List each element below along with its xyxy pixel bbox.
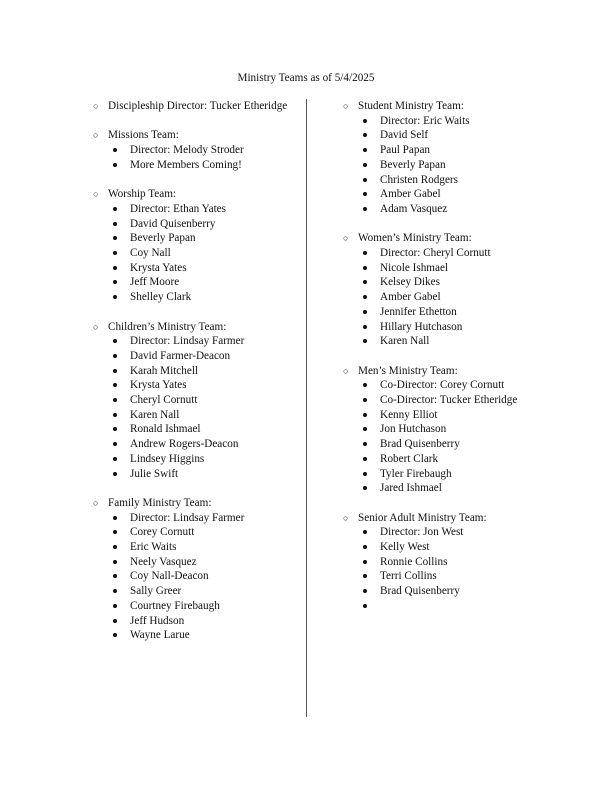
- bullet-icon: [113, 530, 117, 534]
- team-heading: [93, 320, 293, 335]
- member-name: Neely Vasquez: [130, 555, 197, 568]
- member-list: [343, 378, 553, 496]
- list-item: [343, 525, 553, 540]
- member-name: More Members Coming!: [130, 158, 242, 171]
- circle-bullet-icon: ○: [343, 101, 349, 111]
- circle-bullet-icon: ○: [343, 512, 349, 523]
- bullet-icon: [363, 530, 367, 534]
- list-item: [343, 437, 553, 452]
- member-name: Kelly West: [380, 541, 430, 554]
- team-name: Children’s Ministry Team:: [108, 320, 227, 333]
- bullet-icon: [113, 148, 117, 152]
- bullet-icon: [363, 310, 367, 314]
- list-item: [93, 628, 293, 643]
- member-name: Karen Nall: [130, 408, 180, 421]
- bullet-icon: [363, 457, 367, 461]
- team-heading: [93, 99, 293, 114]
- list-item: [93, 231, 293, 246]
- member-name: Sally Greer: [130, 585, 182, 598]
- list-item: [93, 143, 293, 158]
- bullet-icon: [113, 236, 117, 240]
- bullet-icon: [113, 516, 117, 520]
- member-name: Director: Melody Stroder: [130, 144, 244, 157]
- list-item: [93, 246, 293, 261]
- team-heading: [343, 364, 553, 379]
- bullet-icon: [113, 398, 117, 402]
- member-name: Courtney Firebaugh: [130, 599, 220, 612]
- list-item: [343, 422, 553, 437]
- bullet-icon: [363, 163, 367, 167]
- member-name: Amber Gabel: [380, 188, 441, 201]
- member-list: [343, 525, 553, 613]
- list-item: [93, 217, 293, 232]
- list-item: [93, 599, 293, 614]
- list-item: [93, 393, 293, 408]
- member-name: Shelley Clark: [130, 291, 192, 304]
- bullet-icon: [363, 486, 367, 490]
- list-item: [93, 349, 293, 364]
- team-name: Worship Team:: [108, 188, 177, 201]
- list-item: [93, 452, 293, 467]
- member-name: Ronald Ishmael: [130, 423, 201, 436]
- list-item: [343, 378, 553, 393]
- bullet-icon: [113, 266, 117, 270]
- team-heading: [93, 187, 293, 202]
- list-item: [343, 555, 553, 570]
- member-name: Director: Eric Waits: [380, 114, 470, 127]
- list-item: [93, 202, 293, 217]
- member-name: Amber Gabel: [380, 291, 441, 304]
- member-name: Nicole Ishmael: [380, 261, 449, 274]
- bullet-icon: [363, 325, 367, 329]
- team-section: [343, 99, 553, 217]
- member-name: Jared Ishmael: [380, 482, 442, 495]
- team-name: Missions Team:: [108, 129, 179, 142]
- team-heading: [343, 231, 553, 246]
- team-heading: [93, 496, 293, 511]
- member-name: Co-Director: Tucker Etheridge: [380, 394, 518, 407]
- list-item: [93, 467, 293, 482]
- bullet-icon: [363, 589, 367, 593]
- list-item: [93, 275, 293, 290]
- list-item: [343, 173, 553, 188]
- member-name: Director: Lindsay Farmer: [130, 335, 245, 348]
- bullet-icon: [113, 427, 117, 431]
- bullet-icon: [113, 472, 117, 476]
- member-name: David Self: [380, 129, 429, 142]
- member-name: Director: Ethan Yates: [130, 202, 227, 215]
- list-item: [93, 290, 293, 305]
- list-item: [343, 452, 553, 467]
- bullet-icon: [363, 472, 367, 476]
- list-item: [343, 467, 553, 482]
- team-name: Senior Adult Ministry Team:: [358, 511, 487, 524]
- list-item: [343, 187, 553, 202]
- member-name: Paul Papan: [380, 144, 431, 157]
- bullet-icon: [113, 354, 117, 358]
- circle-bullet-icon: ○: [93, 321, 99, 332]
- member-name: Karah Mitchell: [130, 364, 199, 377]
- member-name: Terri Collins: [380, 570, 437, 583]
- bullet-icon: [363, 133, 367, 137]
- list-item: [343, 202, 553, 217]
- member-name: Beverly Papan: [380, 158, 446, 171]
- member-name: Wayne Larue: [130, 629, 190, 642]
- list-item: [343, 393, 553, 408]
- list-item: [343, 569, 553, 584]
- list-item: [343, 114, 553, 129]
- right-column: [343, 99, 553, 628]
- circle-bullet-icon: ○: [343, 365, 349, 376]
- list-item: [343, 320, 553, 335]
- circle-bullet-icon: ○: [93, 101, 99, 111]
- bullet-icon: [363, 560, 367, 564]
- bullet-icon: [113, 560, 117, 564]
- list-item: [93, 511, 293, 526]
- circle-bullet-icon: ○: [93, 497, 99, 508]
- member-name: Hillary Hutchason: [380, 320, 463, 333]
- list-item: [343, 408, 553, 423]
- team-name: Women’s Ministry Team:: [358, 232, 472, 245]
- member-list: [93, 143, 293, 172]
- left-column: [93, 99, 293, 658]
- bullet-icon: [363, 574, 367, 578]
- list-item: [93, 158, 293, 173]
- list-item: [343, 584, 553, 599]
- list-item: [93, 437, 293, 452]
- member-name: Director: Cheryl Cornutt: [380, 247, 491, 260]
- member-name: Jennifer Ethetton: [380, 305, 457, 318]
- bullet-icon: [113, 207, 117, 211]
- member-name: Co-Director: Corey Cornutt: [380, 379, 505, 392]
- bullet-icon: [363, 339, 367, 343]
- bullet-icon: [363, 119, 367, 123]
- member-name: Coy Nall: [130, 247, 171, 259]
- member-name: Cheryl Cornutt: [130, 394, 198, 407]
- bullet-icon: [113, 163, 117, 167]
- list-item: [343, 334, 553, 349]
- member-name: Andrew Rogers-Deacon: [130, 438, 239, 451]
- team-name: Men’s Ministry Team:: [358, 364, 458, 377]
- bullet-icon: [113, 280, 117, 284]
- team-name: Student Ministry Team:: [358, 100, 464, 112]
- list-item: [343, 540, 553, 555]
- team-section: [343, 231, 553, 349]
- list-item: [93, 422, 293, 437]
- member-name: Jeff Moore: [130, 276, 180, 289]
- bullet-icon: [363, 251, 367, 255]
- team-section: [343, 511, 553, 614]
- bullet-icon: [363, 280, 367, 284]
- member-list: [93, 334, 293, 481]
- member-name: Brad Quisenberry: [380, 585, 460, 598]
- bullet-icon: [363, 266, 367, 270]
- member-name: David Farmer-Deacon: [130, 349, 231, 362]
- team-section: [93, 128, 293, 172]
- circle-bullet-icon: ○: [343, 233, 349, 244]
- member-name: Jon Hutchason: [380, 423, 447, 436]
- bullet-icon: [363, 383, 367, 387]
- bullet-icon: [113, 457, 117, 461]
- team-section: [93, 496, 293, 643]
- circle-bullet-icon: ○: [93, 130, 99, 141]
- member-name: Eric Waits: [130, 541, 177, 554]
- list-item: [343, 158, 553, 173]
- team-section: [343, 364, 553, 496]
- list-item: [93, 540, 293, 555]
- list-item: [93, 334, 293, 349]
- member-name: Julie Swift: [130, 467, 179, 480]
- bullet-icon: [113, 339, 117, 343]
- list-item: [343, 481, 553, 496]
- member-name: Beverly Papan: [130, 232, 196, 245]
- bullet-icon: [363, 178, 367, 182]
- circle-bullet-icon: ○: [93, 189, 99, 200]
- team-name: Family Ministry Team:: [108, 496, 212, 509]
- bullet-icon: [363, 148, 367, 152]
- team-heading: [343, 511, 553, 526]
- list-item: [93, 569, 293, 584]
- bullet-icon: [113, 442, 117, 446]
- team-section: [93, 187, 293, 305]
- team-section: [93, 99, 293, 114]
- list-item: [93, 614, 293, 629]
- list-item: [93, 364, 293, 379]
- member-name: David Quisenberry: [130, 217, 216, 230]
- team-heading: [343, 99, 553, 114]
- bullet-icon: [113, 633, 117, 637]
- page-title: Ministry Teams as of 5/4/2025: [237, 72, 375, 84]
- bullet-icon: [113, 369, 117, 373]
- member-name: Corey Cornutt: [130, 526, 195, 539]
- member-name: Director: Jon West: [380, 526, 464, 539]
- team-heading: [93, 128, 293, 143]
- list-item: [343, 599, 553, 614]
- bullet-icon: [113, 251, 117, 255]
- member-name: Tyler Firebaugh: [380, 467, 452, 480]
- bullet-icon: [113, 295, 117, 299]
- bullet-icon: [113, 619, 117, 623]
- team-name: Discipleship Director: Tucker Etheridge: [108, 100, 288, 112]
- bullet-icon: [113, 383, 117, 387]
- member-name: Adam Vasquez: [380, 202, 448, 215]
- list-item: [343, 128, 553, 143]
- list-item: [93, 378, 293, 393]
- list-item: [343, 290, 553, 305]
- member-list: [93, 511, 293, 643]
- bullet-icon: [363, 295, 367, 299]
- bullet-icon: [113, 545, 117, 549]
- team-section: [93, 320, 293, 482]
- bullet-icon: [363, 604, 367, 608]
- list-item: [343, 305, 553, 320]
- member-name: Director: Lindsay Farmer: [130, 511, 245, 524]
- member-name: Krysta Yates: [130, 379, 187, 392]
- member-name: Brad Quisenberry: [380, 438, 460, 451]
- member-list: [93, 202, 293, 305]
- column-divider: [306, 99, 307, 717]
- member-name: Ronnie Collins: [380, 555, 448, 568]
- list-item: [343, 275, 553, 290]
- member-name: Jeff Hudson: [130, 614, 185, 627]
- list-item: [93, 555, 293, 570]
- member-name: Kelsey Dikes: [380, 276, 440, 289]
- member-list: [343, 114, 553, 217]
- list-item: [343, 261, 553, 276]
- bullet-icon: [363, 442, 367, 446]
- list-item: [93, 261, 293, 276]
- bullet-icon: [363, 427, 367, 431]
- member-name: Kenny Elliot: [380, 408, 438, 421]
- list-item: [343, 246, 553, 261]
- member-name: Karen Nall: [380, 335, 430, 348]
- member-name: Krysta Yates: [130, 261, 187, 274]
- list-item: [93, 584, 293, 599]
- bullet-icon: [363, 192, 367, 196]
- bullet-icon: [113, 589, 117, 593]
- bullet-icon: [363, 545, 367, 549]
- member-list: [343, 246, 553, 349]
- list-item: [93, 408, 293, 423]
- bullet-icon: [363, 413, 367, 417]
- bullet-icon: [113, 413, 117, 417]
- list-item: [343, 143, 553, 158]
- bullet-icon: [363, 207, 367, 211]
- list-item: [93, 525, 293, 540]
- bullet-icon: [113, 222, 117, 226]
- member-name: Robert Clark: [380, 452, 439, 465]
- member-name: Coy Nall-Deacon: [130, 570, 209, 583]
- bullet-icon: [113, 574, 117, 578]
- bullet-icon: [363, 398, 367, 402]
- member-name: Lindsey Higgins: [130, 452, 205, 465]
- member-name: Christen Rodgers: [380, 173, 458, 186]
- bullet-icon: [113, 604, 117, 608]
